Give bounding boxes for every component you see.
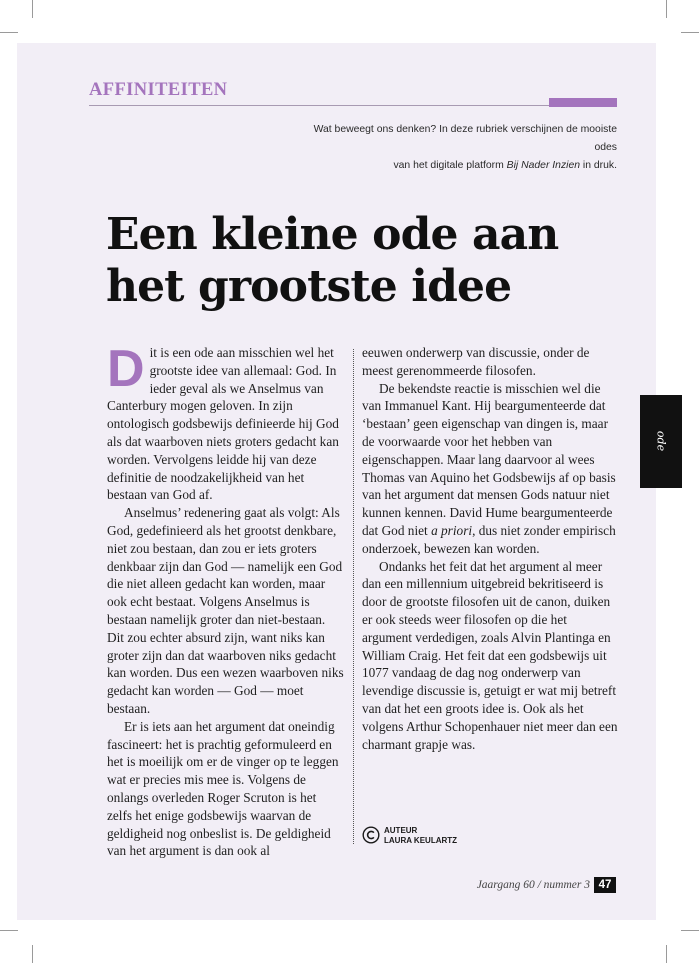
intro-text-part: in druk. [580,160,617,171]
paragraph: Ondanks het feit dat het argument al meer dan een millennium uitgebreid bekritiseerd is door de grootste filosofen uit de canon, duiken er ook steeds weer filosofen op die het argument verdedigen, zoals Alvin Plantinga en William Craig. Het feit dat een godsbewijs uit 1077 vandaag de dag nog onderwerp van levendige discussie is, getuigt er wat mij betreft van dat het een groots idee is. Ook als het volgens Arthur Schopenhauer niet meer dan een charmant grapje was. [362,558,618,752]
crop-mark [666,945,667,963]
author-name: LAURA KEULARTZ [384,835,458,845]
crop-mark [32,945,33,963]
intro-line [290,157,617,175]
section-rule [89,105,617,106]
paragraph: Er is iets aan het argument dat oneindig fascineert: het is prachtig geformuleerd en het is moeilijk om er de vinger op te leggen wat er precies mis mee is. Volgens de onlangs overleden Roger Scruton is het zelfs het enige godsbewijs waarvan de geldigheid nog onbeslist is. De geldigheid van het argument is dan ook al [107,718,339,859]
paragraph-text: , dus niet zonder empirisch onderzoek, bewezen kan worden. [362,522,616,556]
author-role: AUTEUR [384,826,418,835]
paragraph-text: it is een ode aan misschien wel het grootste idee van allemaal: God. In ieder geval als we Anselmus van Canterbury mogen geloven. In zijn ontologisch godsbewijs definieerde hij God als dat waarboven niets groters gedacht kan worden. Vervolgens leidde hij van deze definitie de noodzakelijkheid van het bestaan van God af. [107,345,339,503]
section-accent-bar [549,98,617,107]
headline-line: Een kleine ode aan [106,209,559,260]
paragraph [362,380,620,558]
crop-mark [681,930,699,931]
paragraph [107,340,344,504]
article-column-right [362,344,620,753]
intro-text-part: van het digitale platform [393,160,507,171]
column-divider [353,349,354,844]
paragraph-text: De bekendste reactie is misschien wel die van Immanuel Kant. Hij beargumenteerde dat ‘bestaan’ geen eigenschap van dingen is, maar de voorwaarde voor het hebben van eigenschappen. Maar lang daarvoor al wees Thomas van Aquino het Godsbewijs af op basis van het argument dat mensen Gods natuur niet kunnen kennen. David Hume beargumenteerde dat God niet [362,380,616,538]
crop-mark [0,32,18,33]
drop-cap: D [107,340,145,398]
paragraph: Anselmus’ redenering gaat als volgt: Als God, gedefinieerd als het grootst denkbare, niet zou bestaan, dan zou er iets groters denkbaar zijn dan God — namelijk een God die niet alleen gedacht kan worden, maar ook echt bestaat. Volgens Anselmus is bestaan namelijk groter dan niet-bestaan. Dit zou echter absurd zijn, want niks kan groter zijn dan dat waarboven niks gedacht kan worden. Dus een wezen waarboven niks gedacht kan worden — God — moet bestaan. [107,505,344,716]
author-credit [384,826,457,845]
article-headline [106,209,626,313]
page-number: 47 [594,877,616,893]
intro-platform-name: Bij Nader Inzien [506,160,581,171]
intro-line: Wat beweegt ons denken? In deze rubriek verschijnen de mooiste odes [313,124,617,153]
side-tab [640,395,682,488]
crop-mark [666,0,667,18]
article-column-left [107,340,344,860]
crop-mark [0,930,18,931]
footer-journal-info: Jaargang 60 / nummer 3 [476,879,590,891]
copyright-icon [362,826,380,844]
crop-mark [32,0,33,18]
paragraph: eeuwen onderwerp van discussie, onder de meest gerenommeerde filosofen. [362,345,590,378]
intro-text [290,121,617,175]
crop-mark [681,32,699,33]
headline-line: het grootste idee [106,261,512,312]
side-tab-label: ode [654,430,668,452]
section-label: AFFINITEITEN [89,80,228,100]
italic-term: a priori [431,522,473,538]
